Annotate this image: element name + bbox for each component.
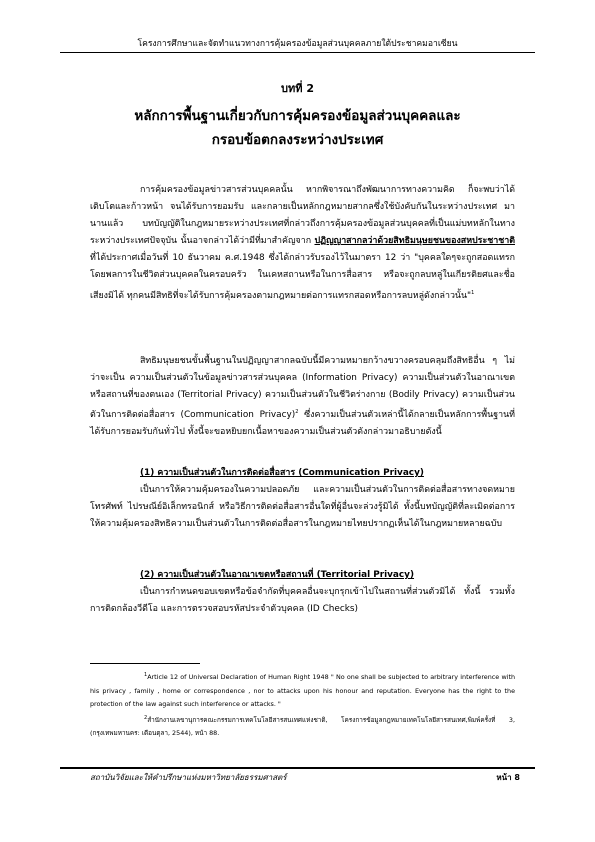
paragraph-intro-text-b: ที่ได้ประกาศเมื่อวันที่ 10 ธันวาคม ค.ศ.1948 ซึ่งได้กล่าวรับรองไว้ในมาตรา 12 ว่า "บุคคลใดๆจะถูกสอดแทรกโดยพลการในชีวิตส่วนบุคคลในครอบครัว ในเคหสถานหรือในการสื่อสาร หรือจะถูกลบหลู่ในเกียรติยศและชื่อเสียงมิได้ ทุกคนมีสิทธิที่จะได้รับการคุ้มครองตามกฎหมายต่อการแทรกสอดหรือการลบหลู่ดังกล่าวนั้น" [90, 253, 515, 301]
footnote-1-number: 1 [144, 672, 148, 678]
running-header: โครงการศึกษาและจัดทำแนวทางการคุ้มครองข้อมูลส่วนบุคคลภายใต้ประชาคมอาเซียน [137, 39, 458, 49]
chapter-title [60, 104, 535, 152]
footnotes [90, 669, 515, 741]
chapter-title-line-2: กรอบข้อตกลงระหว่างประเทศ [211, 132, 384, 148]
udhr-reference: ปฏิญญาสากลว่าด้วยสิทธิมนุษยชนของสหประชาชาติ [314, 236, 515, 247]
footer-divider [60, 767, 535, 769]
section-heading-territorial: (2) ความเป็นส่วนตัวในอาณาเขตหรือสถานที่ (Territorial Privacy) [140, 570, 415, 580]
chapter-number: บทที่ 2 [281, 82, 314, 95]
footnote-ref-2[interactable]: 2 [295, 409, 299, 416]
section-heading-communication: (1) ความเป็นส่วนตัวในการติดต่อสื่อสาร (Communication Privacy) [140, 468, 424, 478]
section-territorial-privacy [90, 567, 515, 618]
section-communication-privacy [90, 465, 515, 533]
footnote-divider [90, 663, 200, 664]
footer-institution: สถาบันวิจัยและให้คำปรึกษาแห่งมหาวิทยาลัยธรรมศาสตร์ [90, 773, 287, 782]
footnote-2-text: สำนักงานเลขานุการคณะกรรมการเทคโนโลยีสารสนเทศแห่งชาติ, โครงการข้อมูลกฎหมายเทคโนโลยีสารสนเทศ,พิมพ์ครั้งที่ 3, (กรุงเทพมหานคร: เดือนตุลา, 2544), หน้า 88. [90, 715, 515, 738]
section-text-communication: เป็นการให้ความคุ้มครองในความปลอดภัย และความเป็นส่วนตัวในการติดต่อสื่อสารทางจดหมาย โทรศัพท์ ไปรษณีย์อิเล็กทรอนิกส์ หรือวิธีการติดต่อสื่อสารอื่นใดที่ผู้อื่นจะล่วงรู้มิได้ ทั้งนี้บทบัญญัติที่ละเมิดต่อการให้ความคุ้มครองสิทธิความเป็นส่วนตัวในการติดต่อสื่อสารในกฎหมายไทยปรากฏเห็นได้ในกฎหมายหลายฉบับ [90, 485, 515, 530]
paragraph-privacy-text-b: ซึ่งความเป็นส่วนตัวเหล่านี้ได้กลายเป็นหลักการพื้นฐานที่ได้รับการยอมรับกันทั่วไป ทั้งนี้จะขอหยิบยกเนื้อหาของความเป็นส่วนตัวดังกล่าวมาอธิบายดังนี้ [90, 410, 515, 438]
page-number: หน้า 8 [496, 773, 520, 782]
footnote-1-text: Article 12 of Universal Declaration of Human Right 1948 " No one shall be subjected to arbitrary interference with his privacy , family , home or correspondence , nor to attacks upon his honour and reputation. Everyone has the right to the protection of the law against such interference or attacks. " [90, 673, 515, 709]
footnote-ref-1[interactable]: 1 [471, 289, 475, 296]
footnote-2-number: 2 [144, 714, 148, 721]
section-text-territorial: เป็นการกำหนดขอบเขตหรือข้อจำกัดที่บุคคลอื่นจะบุกรุกเข้าไปในสถานที่ส่วนตัวมิได้ ทั้งนี้ รวมทั้งการติดกล้องวีดีโอ และการตรวจสอบรหัสประจำตัวบุคคล (ID Checks) [90, 587, 515, 615]
paragraph-intro-text-a: การคุ้มครองข้อมูลข่าวสารส่วนบุคคลนั้น หากพิจารณาถึงพัฒนาการทางความคิด ก็จะพบว่าได้เติบโตและก้าวหน้า จนได้รับการยอมรับ และกลายเป็นหลักกฎหมายสากลซึ่งใช้บังคับกันในระหว่างประเทศ มานานแล้ว บทบัญญัติในกฎหมายระหว่างประเทศที่กล่าวถึงการคุ้มครองข้อมูลส่วนบุคคลที่เป็นแม่บทหลักในทางระหว่างประเทศปัจจุบัน นั้นอาจกล่าวได้ว่ามีที่มาสำคัญจาก [90, 185, 515, 247]
header-divider [60, 52, 535, 53]
paragraph-privacy-types [90, 353, 515, 441]
chapter-title-line-1: หลักการพื้นฐานเกี่ยวกับการคุ้มครองข้อมูลส่วนบุคคลและ [134, 108, 461, 124]
paragraph-privacy-text-a: สิทธิมนุษยชนขั้นพื้นฐานในปฏิญญาสากลฉบับนี้มีความหมายกว้างขวางครอบคลุมถึงสิทธิอื่น ๆ ไม่ว่าจะเป็น ความเป็นส่วนตัวในข้อมูลข่าวสารส่วนบุคคล (Information Privacy) ความเป็นส่วนตัวในอาณาเขตหรือสถานที่ของตนเอง (Territorial Privacy) ความเป็นส่วนตัวในชีวิตร่างกาย (Bodily Privacy) ความเป็นส่วนตัวในการติดต่อสื่อสาร (Communication Privacy) [90, 356, 515, 421]
footnote-2 [90, 712, 515, 741]
footnote-1 [90, 669, 515, 712]
paragraph-intro [90, 182, 515, 305]
